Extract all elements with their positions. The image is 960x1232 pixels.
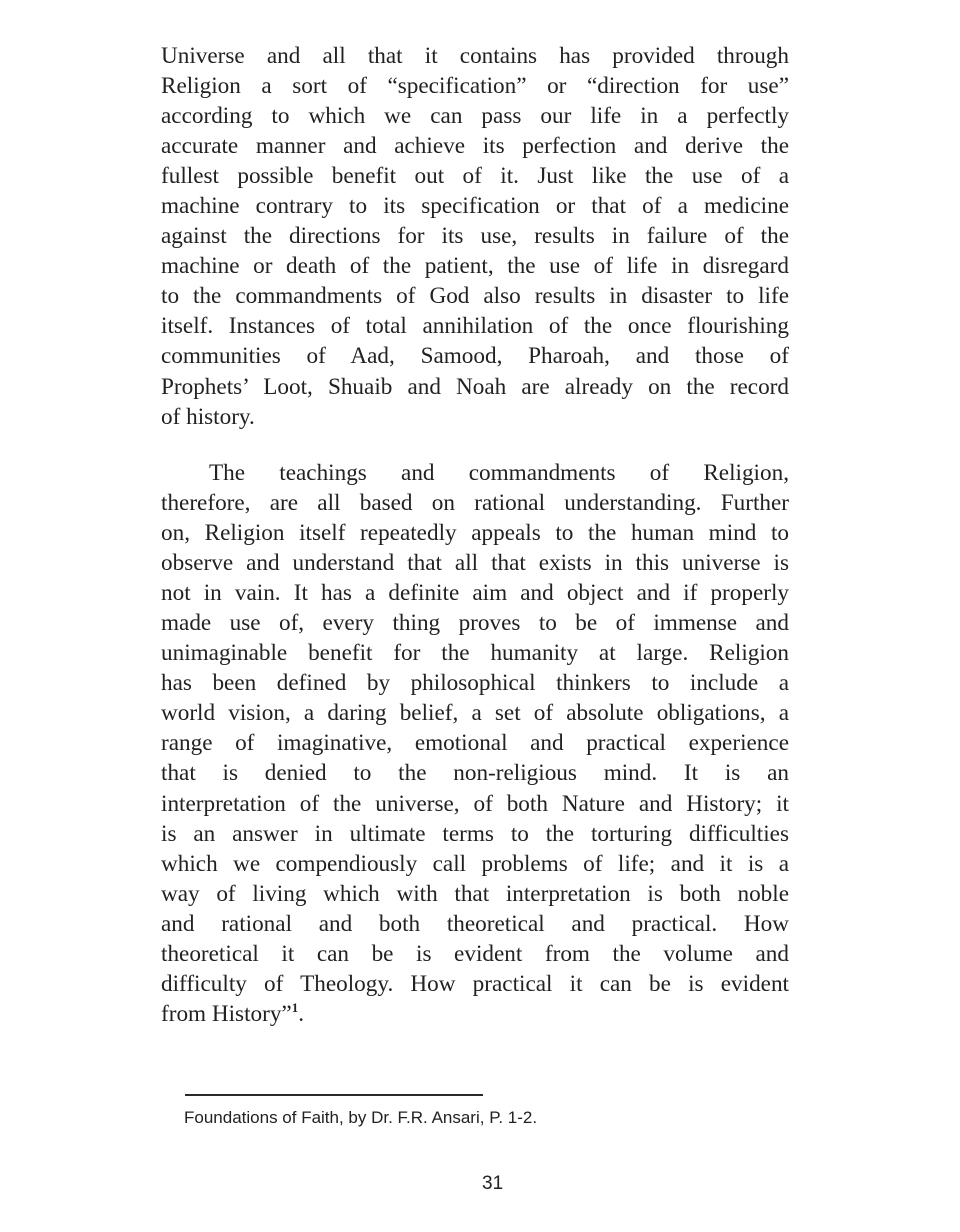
text-line: theoretical it can be is evident from the volume and bbox=[161, 940, 789, 967]
text-line: way of living which with that interpretation is both noble bbox=[161, 880, 789, 907]
text-line: range of imaginative, emotional and practical experience bbox=[161, 730, 789, 757]
text-line: on, Religion itself repeatedly appeals to the human mind to bbox=[161, 520, 789, 547]
text-line: that is denied to the non-religious mind. It is an bbox=[161, 760, 789, 787]
text-line: observe and understand that all that exists in this universe is bbox=[161, 550, 789, 577]
text-line: machine contrary to its specification or that of a medicine bbox=[161, 193, 789, 220]
footnote-citation: Foundations of Faith, by Dr. F.R. Ansari, P. 1-2. bbox=[184, 1108, 538, 1127]
closing-punctuation: . bbox=[298, 1000, 305, 1027]
text-line: which we compendiously call problems of life; and it is a bbox=[161, 850, 789, 877]
text-line: communities of Aad, Samood, Pharoah, and those of bbox=[161, 343, 789, 370]
text-line: The teachings and commandments of Religion, bbox=[209, 460, 789, 486]
page-number: 31 bbox=[482, 1173, 504, 1194]
text-line: according to which we can pass our life in a perfectly bbox=[161, 103, 789, 130]
text-line: machine or death of the patient, the use of life in disregard bbox=[161, 253, 789, 280]
footnote-divider bbox=[185, 1094, 483, 1096]
text-line-final bbox=[161, 999, 789, 1029]
footnote-marker[interactable]: 1 bbox=[291, 999, 299, 1015]
text-line: to the commandments of God also results in disaster to life bbox=[161, 283, 789, 310]
text-line: has been defined by philosophical thinkers to include a bbox=[161, 670, 789, 697]
text-line: therefore, are all based on rational understanding. Further bbox=[161, 490, 789, 517]
text-line: fullest possible benefit out of it. Just like the use of a bbox=[161, 163, 789, 190]
paragraph-2 bbox=[161, 458, 789, 1029]
text-line: difficulty of Theology. How practical it can be is evident bbox=[161, 970, 789, 997]
text-line: accurate manner and achieve its perfection and derive the bbox=[161, 133, 789, 160]
text-line: Religion a sort of “specification” or “direction for use” bbox=[161, 73, 789, 100]
text-line: itself. Instances of total annihilation of the once flourishing bbox=[161, 313, 789, 340]
text-line: against the directions for its use, results in failure of the bbox=[161, 223, 789, 250]
text-line: unimaginable benefit for the humanity at large. Religion bbox=[161, 640, 789, 667]
text-line: of history. bbox=[161, 403, 255, 430]
text-line: is an answer in ultimate terms to the torturing difficulties bbox=[161, 820, 789, 847]
final-line-text: from History” bbox=[161, 1000, 292, 1027]
text-line: Universe and all that it contains has provided through bbox=[161, 43, 789, 69]
text-line: world vision, a daring belief, a set of absolute obligations, a bbox=[161, 700, 789, 727]
text-line: and rational and both theoretical and practical. How bbox=[161, 910, 789, 937]
text-line: made use of, every thing proves to be of immense and bbox=[161, 610, 789, 637]
text-line: not in vain. It has a definite aim and object and if properly bbox=[161, 580, 789, 607]
text-line: interpretation of the universe, of both Nature and History; it bbox=[161, 790, 789, 817]
text-line: Prophets’ Loot, Shuaib and Noah are already on the record bbox=[161, 373, 789, 400]
paragraph-1 bbox=[161, 41, 789, 432]
